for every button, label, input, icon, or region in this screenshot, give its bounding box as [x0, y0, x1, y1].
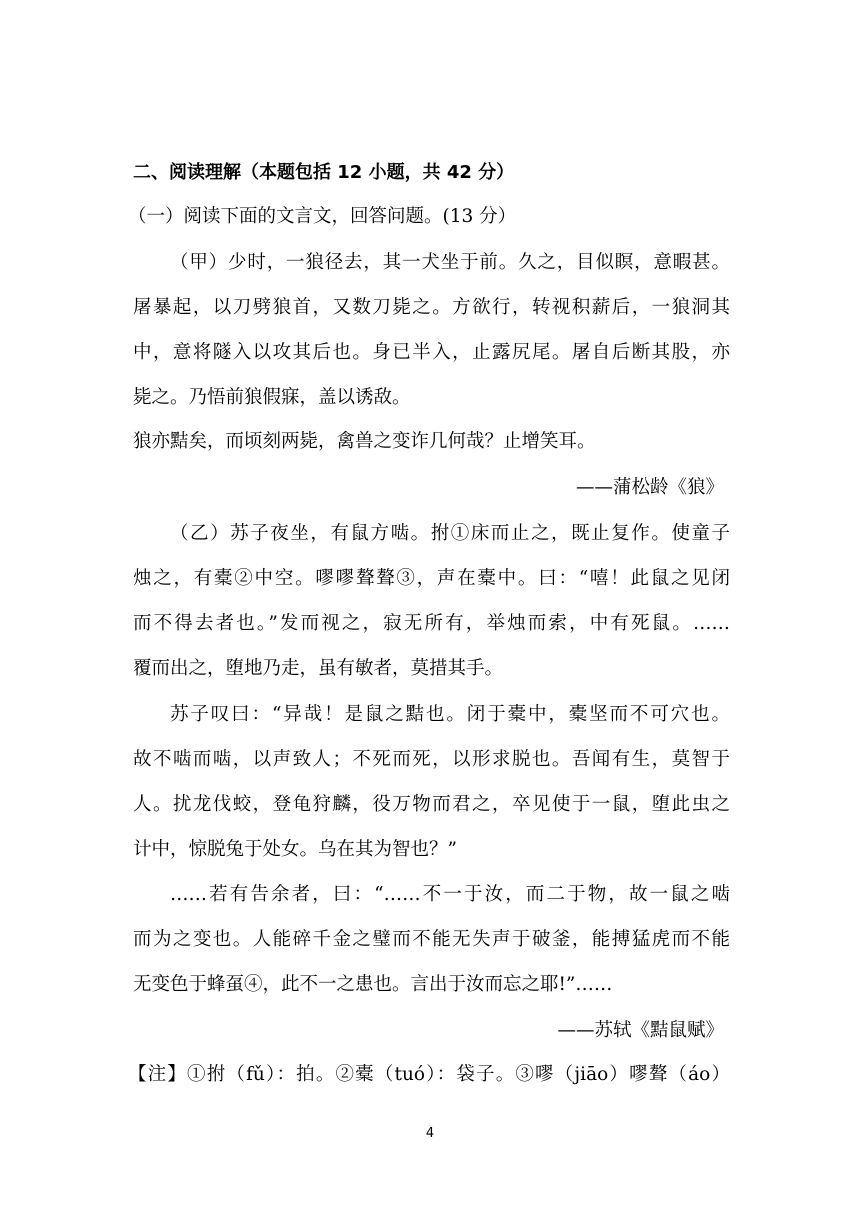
attribution: ——蒲松龄《狼》	[575, 477, 724, 498]
passage-line: 中，意将隧入以攻其后也。身已半入，止露尻尾。屠自后断其股，亦	[133, 342, 730, 363]
page-number: 4	[425, 1126, 435, 1141]
passage-line: ……若有告余者，曰：“……不一于汝，而二于物，故一鼠之啮	[170, 884, 730, 905]
passage-line: （甲）少时，一狼径去，其一犬坐于前。久之，目似瞑，意暇甚。	[170, 252, 730, 273]
annotation-note: 【注】①拊（fǔ）：拍。②橐（tuó）：袋子。③嘐（jiāo）嘐聱（áo）	[128, 1064, 730, 1085]
passage-line: 而不得去者也。”发而视之，寂无所有，举烛而索，中有死鼠。……	[133, 613, 730, 634]
passage-line: 而为之变也。人能碎千金之璧而不能无失声于破釜，能搏猛虎而不能	[133, 929, 730, 950]
passage-line: （乙）苏子夜坐，有鼠方啮。拊①床而止之，既止复作。使童子	[170, 523, 730, 544]
passage-line: 计中，惊脱兔于处女。乌在其为智也？”	[133, 839, 457, 860]
subsection-heading: （一）阅读下面的文言文，回答问题。(13 分）	[128, 206, 517, 227]
passage-line: 毙之。乃悟前狼假寐，盖以诱敌。	[133, 387, 411, 408]
passage-line: 覆而出之，堕地乃走，虽有敏者，莫措其手。	[133, 658, 504, 679]
passage-line: 人。扰龙伐蛟，登龟狩麟，役万物而君之，卒见使于一鼠，堕此虫之	[133, 794, 730, 815]
passage-line: 狼亦黠矣，而顷刻两毙，禽兽之变诈几何哉？止增笑耳。	[133, 431, 596, 452]
passage-line: 故不啮而啮，以声致人；不死而死，以形求脱也。吾闻有生，莫智于	[133, 749, 730, 770]
section-heading: 二、阅读理解（本题包括 12 小题，共 42 分）	[133, 162, 515, 183]
attribution: ——苏轼《黠鼠赋》	[557, 1020, 724, 1041]
passage-line: 无变色于蜂虿④，此不一之患也。言出于汝而忘之耶!”……	[133, 974, 613, 995]
passage-line: 屠暴起，以刀劈狼首，又数刀毙之。方欲行，转视积薪后，一狼洞其	[133, 297, 730, 318]
passage-line: 苏子叹曰：“异哉！是鼠之黠也。闭于橐中，橐坚而不可穴也。	[170, 704, 730, 725]
passage-line: 烛之，有橐②中空。嘐嘐聱聱③，声在橐中。曰：“嘻！此鼠之见闭	[133, 568, 730, 589]
